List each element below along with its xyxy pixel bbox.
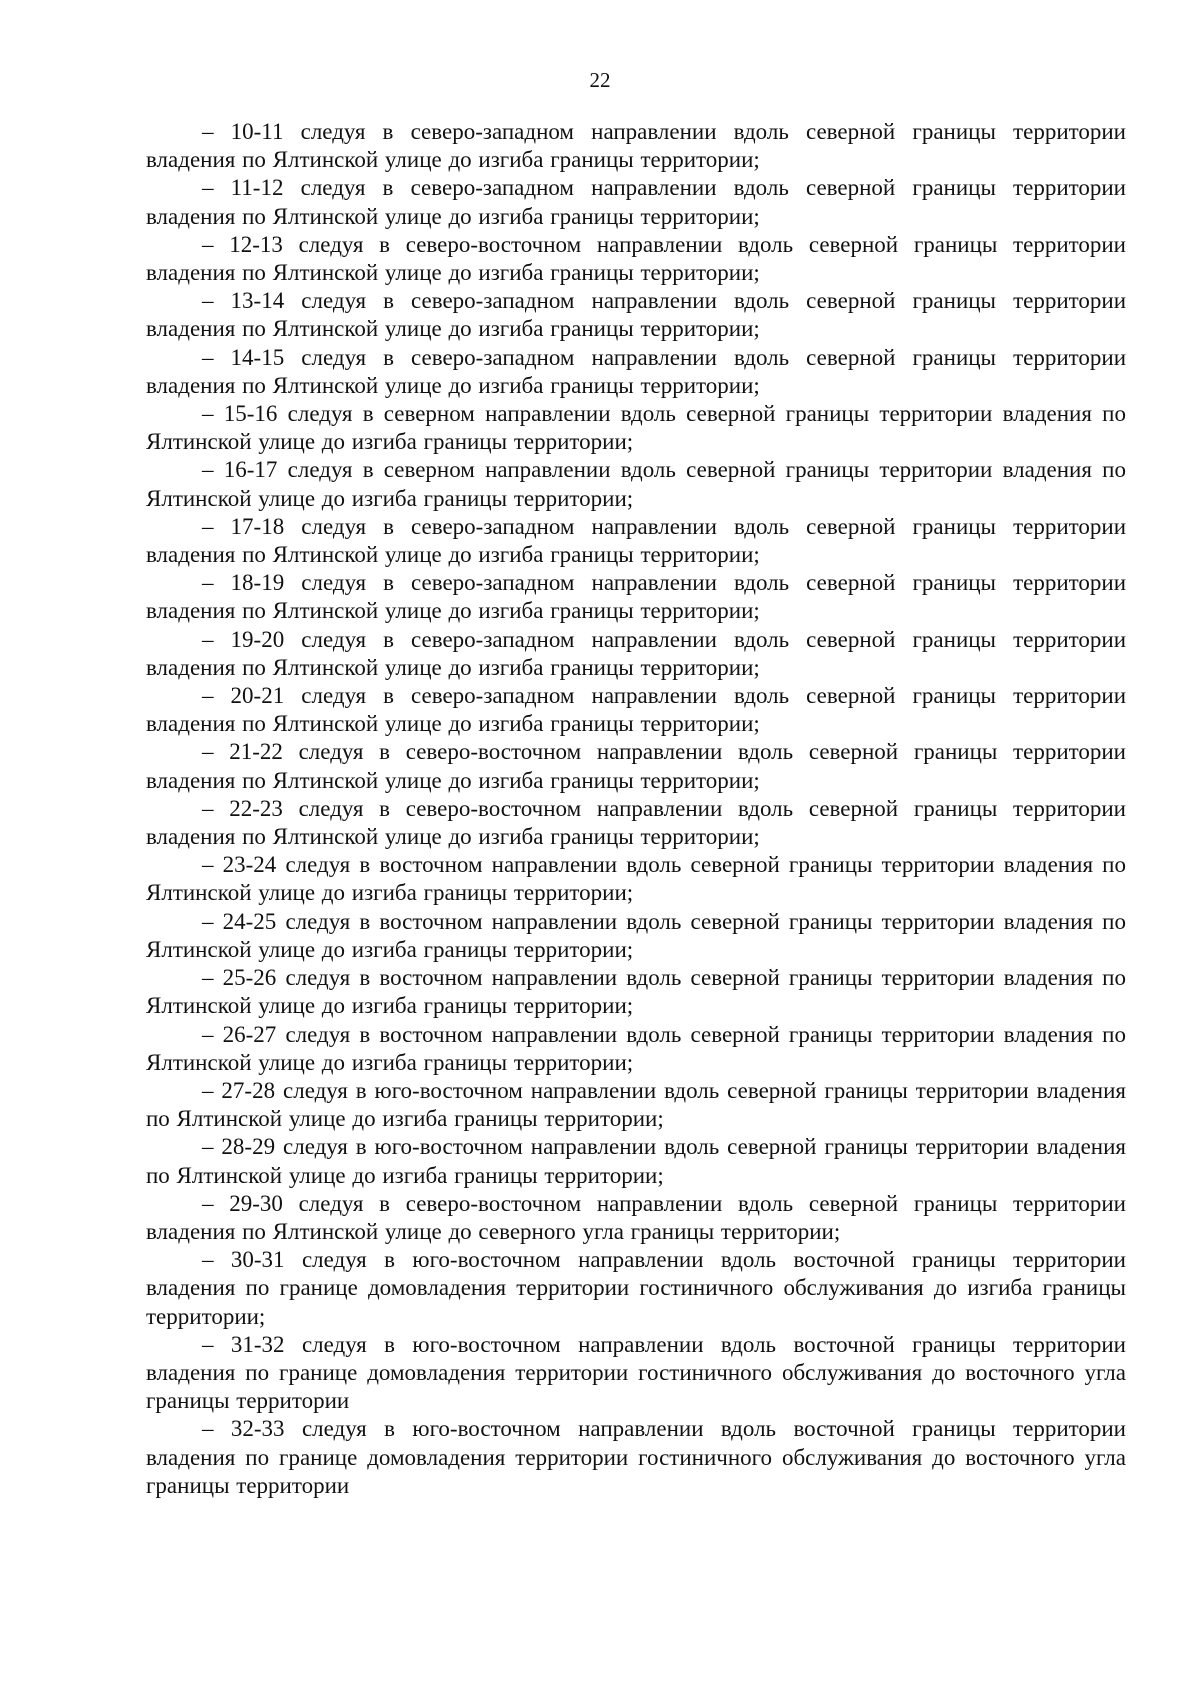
- boundary-paragraph: – 27-28 следуя в юго-восточном направлении вдоль северной границы территории владения по Ялтинской улице до изгиба границы территории;: [146, 1077, 1126, 1132]
- boundary-paragraph: – 15-16 следуя в северном направлении вдоль северной границы территории владения по Ялтинской улице до изгиба границы территории;: [146, 401, 1126, 455]
- page-number: 22: [589, 68, 611, 92]
- boundary-paragraph: – 20-21 следуя в северо-западном направлении вдоль северной границы территории владения по Ялтинской улице до изгиба границы территории;: [146, 683, 1126, 737]
- document-body: [146, 118, 1126, 1500]
- boundary-paragraph: – 24-25 следуя в восточном направлении вдоль северной границы территории владения по Ялтинской улице до изгиба границы территории;: [146, 908, 1126, 962]
- boundary-paragraph: – 32-33 следуя в юго-восточном направлении вдоль восточной границы территории владения по границе домовладения территории гостиничного обслуживания до восточного угла границы территории: [146, 1416, 1126, 1498]
- boundary-paragraph: – 23-24 следуя в восточном направлении вдоль северной границы территории владения по Ялтинской улице до изгиба границы территории;: [146, 852, 1126, 906]
- boundary-paragraph: – 16-17 следуя в северном направлении вдоль северной границы территории владения по Ялтинской улице до изгиба границы территории;: [146, 457, 1126, 511]
- boundary-paragraph: – 31-32 следуя в юго-восточном направлении вдоль восточной границы территории владения по границе домовладения территории гостиничного обслуживания до восточного угла границы территории: [146, 1331, 1126, 1414]
- boundary-paragraph: – 13-14 следуя в северо-западном направлении вдоль северной границы территории владения по Ялтинской улице до изгиба границы территории;: [146, 288, 1126, 342]
- boundary-paragraph: – 26-27 следуя в восточном направлении вдоль северной границы территории владения по Ялтинской улице до изгиба границы территории;: [146, 1021, 1126, 1075]
- boundary-paragraph: – 17-18 следуя в северо-западном направлении вдоль северной границы территории владения по Ялтинской улице до изгиба границы территории;: [146, 513, 1126, 568]
- boundary-paragraph: – 21-22 следуя в северо-восточном направлении вдоль северной границы территории владения по Ялтинской улице до изгиба границы территории;: [146, 739, 1126, 793]
- boundary-paragraph: – 22-23 следуя в северо-восточном направлении вдоль северной границы территории владения по Ялтинской улице до изгиба границы территории;: [146, 795, 1126, 850]
- boundary-paragraph: – 12-13 следуя в северо-восточном направлении вдоль северной границы территории владения по Ялтинской улице до изгиба границы территории;: [146, 231, 1126, 286]
- boundary-paragraph: – 29-30 следуя в северо-восточном направлении вдоль северной границы территории владения по Ялтинской улице до северного угла границы территории;: [146, 1190, 1126, 1244]
- boundary-paragraph: – 14-15 следуя в северо-западном направлении вдоль северной границы территории владения по Ялтинской улице до изгиба границы территории;: [146, 344, 1126, 398]
- boundary-paragraph: – 11-12 следуя в северо-западном направлении вдоль северной границы территории владения по Ялтинской улице до изгиба границы территории;: [146, 175, 1126, 229]
- boundary-paragraph: – 28-29 следуя в юго-восточном направлении вдоль северной границы территории владения по Ялтинской улице до изгиба границы территории;: [146, 1134, 1126, 1188]
- boundary-paragraph: – 25-26 следуя в восточном направлении вдоль северной границы территории владения по Ялтинской улице до изгиба границы территории;: [146, 965, 1126, 1019]
- boundary-paragraph: – 18-19 следуя в северо-западном направлении вдоль северной границы территории владения по Ялтинской улице до изгиба границы территории;: [146, 570, 1126, 624]
- boundary-paragraph: – 30-31 следуя в юго-восточном направлении вдоль восточной границы территории владения по границе домовладения территории гостиничного обслуживания до изгиба границы территории;: [146, 1247, 1126, 1329]
- boundary-paragraph: – 19-20 следуя в северо-западном направлении вдоль северной границы территории владения по Ялтинской улице до изгиба границы территории;: [146, 626, 1126, 680]
- boundary-paragraph: – 10-11 следуя в северо-западном направлении вдоль северной границы территории владения по Ялтинской улице до изгиба границы территории;: [146, 119, 1126, 173]
